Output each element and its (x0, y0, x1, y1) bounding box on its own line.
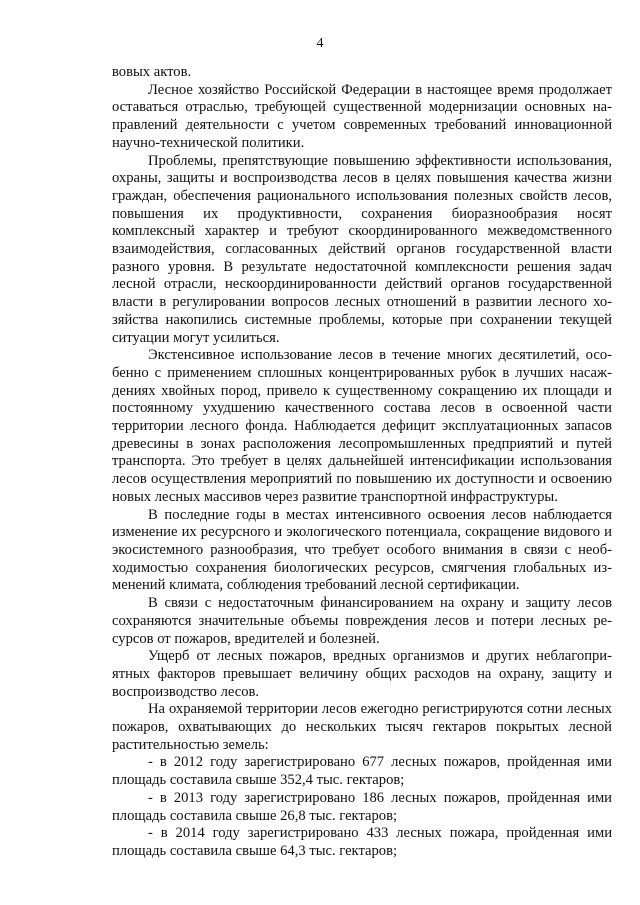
list-item-2013: - в 2013 году зарегистрировано 186 лесных пожаров, пройденная ими площадь составила свыше 26,8 тыс. гектаров; (112, 789, 612, 824)
paragraph-problems: Проблемы, препятствующие повышению эффективности использования, охраны, защиты и воспроизводства лесов в целях повышения качества жизни граждан, обеспечения рационального использования полезных свойств лесов, повышения их продуктивности, сохранения биоразнообразия носят комплексный характер и требуют скоординированного межведомственного взаимодействия, согласованных действий органов государственной власти разного уровня. В результате недостаточной комплексности решения задач лесной отрасли, нескоординированности действий органов государственной власти в регулировании вопросов лесных отношений в развитии лесного хозяйства накопились системные проблемы, которые при сохранении текущей ситуации могут усилиться. (112, 152, 612, 346)
page-number: 4 (316, 36, 324, 51)
list-item-2014: - в 2014 году зарегистрировано 433 лесных пожара, пройденная ими площадь составила свыше 64,3 тыс. гектаров; (112, 825, 612, 859)
paragraph-damage: Ущерб от лесных пожаров, вредных организмов и других неблагоприятных факторов превышает величину общих расходов на охрану, защиту и воспроизводство лесов. (112, 648, 612, 700)
document-body (112, 64, 612, 861)
paragraph-funding: В связи с недостаточным финансированием на охрану и защиту лесов сохраняются значительные объемы повреждения лесов и потери лесных ресурсов от пожаров, вредителей и болезней. (112, 595, 612, 647)
paragraph-fires-intro: На охраняемой территории лесов ежегодно регистрируются сотни лесных пожаров, охватывающих до нескольких тысяч гектаров покрытых лесной растительностью земель: (112, 701, 612, 753)
paragraph-recent-years: В последние годы в местах интенсивного освоения лесов наблюдается изменение их ресурсного и экологического потенциала, сокращение видового и экосистемного разнообразия, что требует особого внимания в связи с необходимостью сохранения биологических ресурсов, смягчения глобальных изменений климата, соблюдения требований лесной сертификации. (112, 506, 612, 594)
list-item-2012: - в 2012 году зарегистрировано 677 лесных пожаров, пройденная ими площадь составила свыше 352,4 тыс. гектаров; (112, 754, 612, 789)
paragraph-continuation: вовых актов. (112, 64, 192, 80)
paragraph-extensive-use: Экстенсивное использование лесов в течение многих десятилетий, особенно с применением сплошных концентрированных рубок в лучших насаждениях хвойных пород, привело к существенному сокращению их площади и постоянному ухудшению качественного состава лесов в освоенной части территории лесного фонда. Наблюдается дефицит эксплуатационных запасов древесины в зонах расположения лесопромышленных предприятий и путей транспорта. Это требует в целях дальнейшей интенсификации использования лесов осуществления мероприятий по повышению их доступности и освоению новых лесных массивов через развитие транспортной инфраструктуры. (112, 347, 612, 505)
paragraph-forestry-modernization: Лесное хозяйство Российской Федерации в настоящее время продолжает оставаться отраслью, требующей существенной модернизации основных направлений деятельности с учетом современных требований инновационной научно-технической политики. (112, 81, 612, 151)
